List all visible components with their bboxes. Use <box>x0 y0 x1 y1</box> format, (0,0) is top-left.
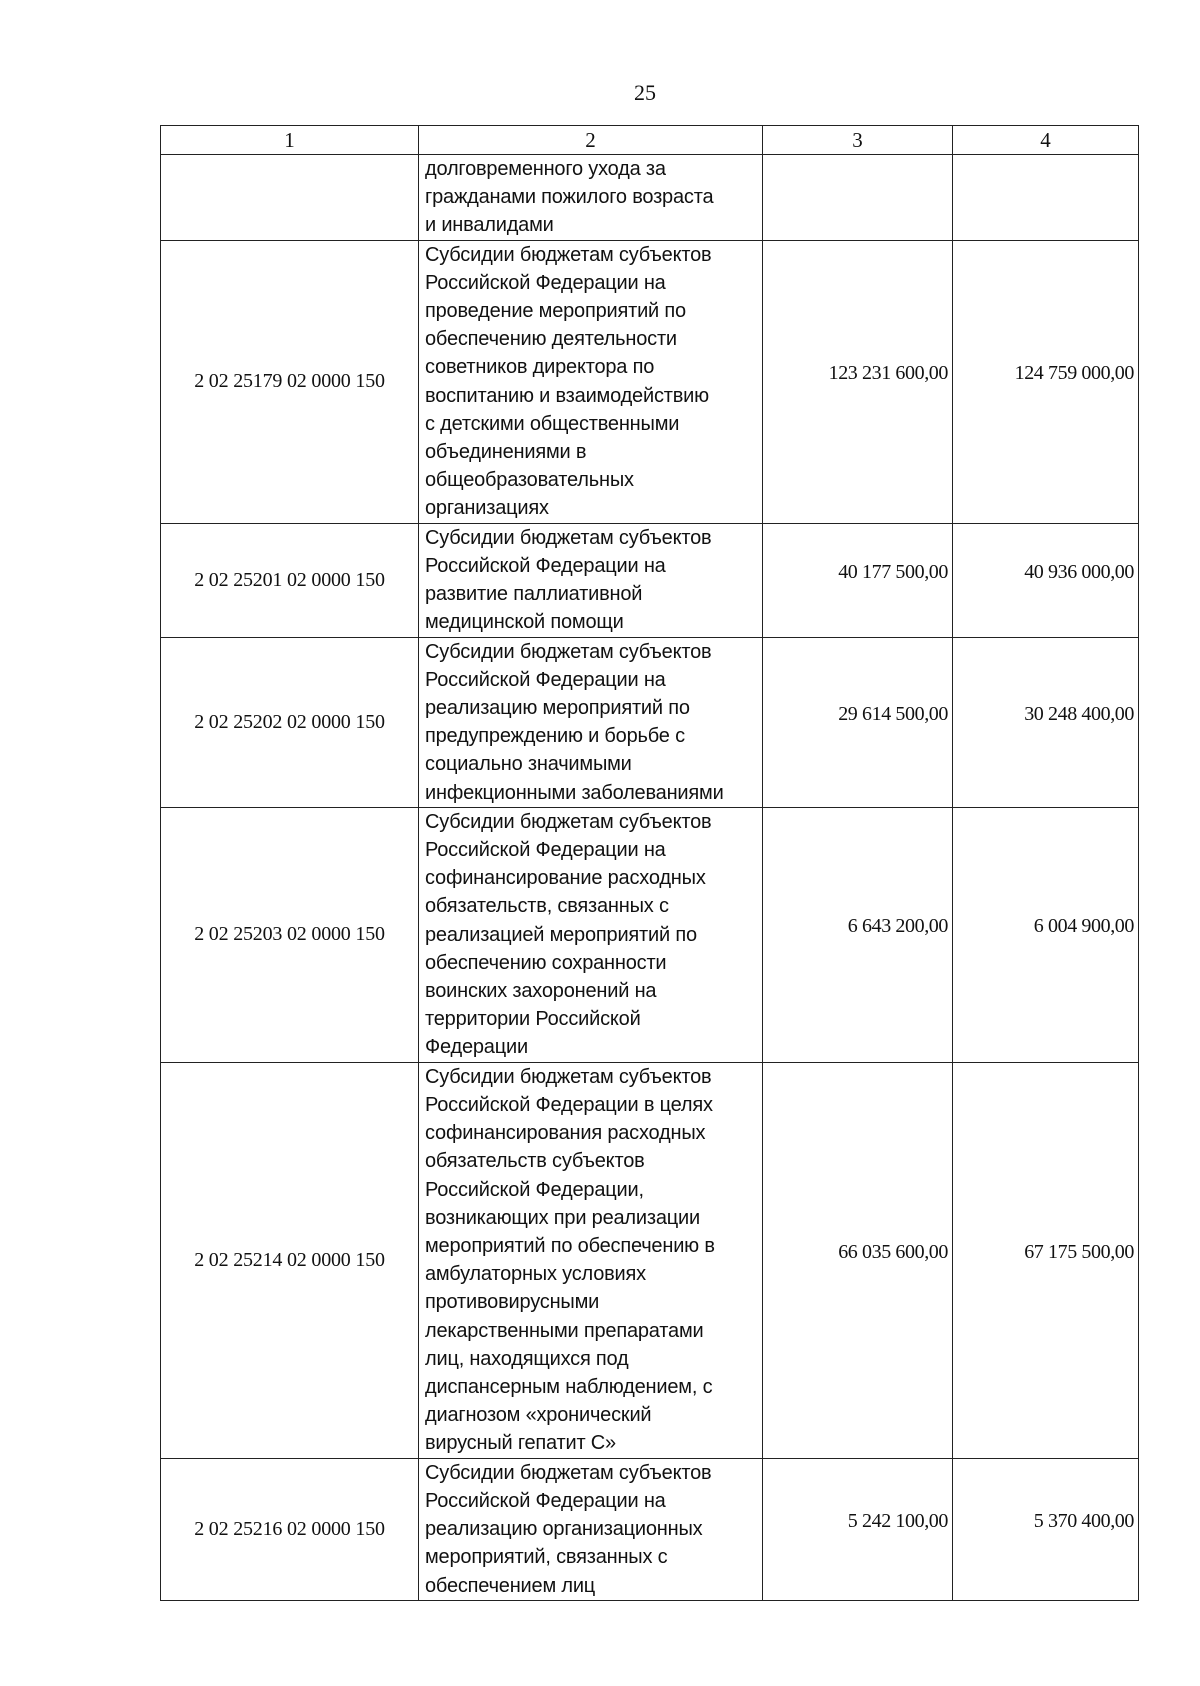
classification-code: 2 02 25214 02 0000 150 <box>161 1062 419 1458</box>
table-row <box>161 637 1139 807</box>
amount-col-3: 66 035 600,00 <box>763 1062 953 1458</box>
amount-col-4: 124 759 000,00 <box>953 240 1139 523</box>
table-row <box>161 240 1139 523</box>
column-header-1: 1 <box>161 126 419 155</box>
amount-col-4 <box>953 155 1139 241</box>
amount-col-3: 5 242 100,00 <box>763 1458 953 1600</box>
amount-col-4: 30 248 400,00 <box>953 637 1139 807</box>
classification-code: 2 02 25179 02 0000 150 <box>161 240 419 523</box>
column-header-2: 2 <box>419 126 763 155</box>
revenue-description: Субсидии бюджетам субъектов Российской Федерации в целях софинансирования расходных обязательств субъектов Российской Федерации, возникающих при реализации мероприятий по обеспечению в амбулаторных условиях противовирусными лекарственными препаратами лиц, находящихся под диспансерным наблюдением, с диагнозом «хронический вирусный гепатит С» <box>419 1062 763 1458</box>
budget-table <box>160 125 1139 1601</box>
revenue-description: Субсидии бюджетам субъектов Российской Федерации на проведение мероприятий по обеспечению деятельности советников директора по воспитанию и взаимодействию с детскими общественными объединениями в общеобразовательных организациях <box>419 240 763 523</box>
column-header-4: 4 <box>953 126 1139 155</box>
table-row <box>161 807 1139 1062</box>
table-row <box>161 523 1139 637</box>
page-number: 25 <box>634 80 656 105</box>
amount-col-4: 67 175 500,00 <box>953 1062 1139 1458</box>
table-row <box>161 1062 1139 1458</box>
classification-code: 2 02 25201 02 0000 150 <box>161 523 419 637</box>
amount-col-3: 40 177 500,00 <box>763 523 953 637</box>
table-header-row <box>161 126 1139 155</box>
amount-col-3: 29 614 500,00 <box>763 637 953 807</box>
classification-code <box>161 155 419 241</box>
amount-col-4: 40 936 000,00 <box>953 523 1139 637</box>
classification-code: 2 02 25203 02 0000 150 <box>161 807 419 1062</box>
revenue-description: Субсидии бюджетам субъектов Российской Федерации на реализацию мероприятий по предупреждению и борьбе с социально значимыми инфекционными заболеваниями <box>419 637 763 807</box>
amount-col-4: 6 004 900,00 <box>953 807 1139 1062</box>
revenue-description: Субсидии бюджетам субъектов Российской Федерации на реализацию организационных мероприятий, связанных с обеспечением лиц <box>419 1458 763 1600</box>
column-header-3: 3 <box>763 126 953 155</box>
revenue-description: долговременного ухода за гражданами пожилого возраста и инвалидами <box>419 155 763 241</box>
table-row <box>161 1458 1139 1600</box>
amount-col-3: 123 231 600,00 <box>763 240 953 523</box>
amount-col-3: 6 643 200,00 <box>763 807 953 1062</box>
amount-col-4: 5 370 400,00 <box>953 1458 1139 1600</box>
classification-code: 2 02 25216 02 0000 150 <box>161 1458 419 1600</box>
revenue-description: Субсидии бюджетам субъектов Российской Федерации на развитие паллиативной медицинской помощи <box>419 523 763 637</box>
amount-col-3 <box>763 155 953 241</box>
classification-code: 2 02 25202 02 0000 150 <box>161 637 419 807</box>
table-row <box>161 155 1139 241</box>
revenue-description: Субсидии бюджетам субъектов Российской Федерации на софинансирование расходных обязательств, связанных с реализацией мероприятий по обеспечению сохранности воинских захоронений на территории Российской Федерации <box>419 807 763 1062</box>
